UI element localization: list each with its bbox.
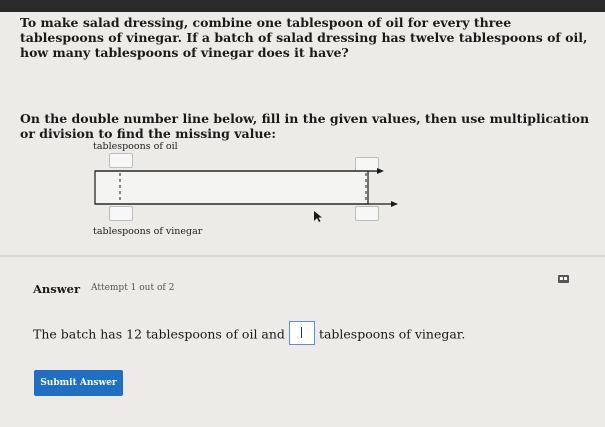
number-line-frame: [95, 171, 368, 204]
vinegar-end-input[interactable]: [355, 206, 379, 221]
bottom-line-label: tablespoons of vinegar: [93, 226, 203, 237]
mouse-cursor-icon: [314, 211, 322, 222]
sentence-before: The batch has 12 tablespoons of oil and: [33, 326, 285, 342]
sentence-after: tablespoons of vinegar.: [318, 326, 466, 342]
instruction-text: On the double number line below, fill in the given values, then use multiplication or division to find the missing value:: [20, 111, 590, 141]
keyboard-icon[interactable]: ▪▪: [559, 275, 568, 282]
vinegar-start-input[interactable]: [109, 206, 133, 221]
vinegar-axis-arrow: [391, 201, 398, 207]
answer-label: Answer: [33, 282, 81, 296]
oil-axis-arrow: [377, 168, 384, 174]
submit-answer-button[interactable]: Submit Answer: [34, 370, 123, 396]
attempt-counter: Attempt 1 out of 2: [91, 283, 175, 293]
answer-sentence: [33, 323, 465, 347]
question-text: To make salad dressing, combine one tablespoon of oil for every three tablespoons of vinegar. If a batch of salad dressing has twelve tablespoons of oil, how many tablespoons of vinegar does it have?: [20, 15, 588, 60]
vinegar-answer-input[interactable]: [289, 321, 315, 345]
section-divider: [0, 255, 605, 257]
top-line-label: tablespoons of oil: [93, 141, 178, 152]
